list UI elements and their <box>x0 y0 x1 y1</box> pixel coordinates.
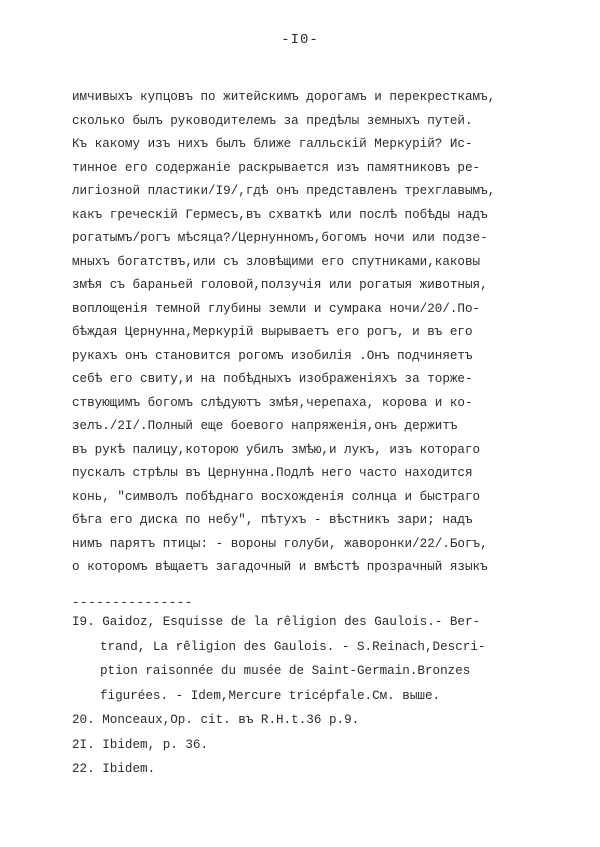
footnote-line: I9. Gaidoz, Esquisse de la rêligion des Gaulois.- Ber- <box>72 615 481 629</box>
body-line: мныхъ богатствъ,или съ зловѣщими его спутниками,каковы <box>72 254 481 269</box>
body-line: нимъ парятъ птицы: - вороны голуби, жаворонки/22/.Богъ, <box>72 536 488 551</box>
footnote-line: trand, La rêligion des Gaulois. - S.Reinach,Descri- <box>100 639 486 654</box>
body-line: о которомъ вѣщаетъ загадочный и вмѣстѣ прозрачный языкъ <box>72 560 488 574</box>
body-line: бѣждая Цернунна,Меркурій вырываетъ его рогъ, и въ его <box>72 325 473 339</box>
body-line: воплощенія темной глубины земли и сумрака ночи/20/.По- <box>72 301 481 316</box>
body-text <box>72 86 540 580</box>
body-line: конь, "символъ побѣднаго восхожденія солнца и быстраго <box>72 489 481 504</box>
body-line: бѣга его диска по небу", пѣтухъ - вѣстникъ зари; надъ <box>72 513 473 527</box>
body-line: ствующимъ богомъ слѣдуютъ змѣя,черепаха, корова и ко- <box>72 395 473 410</box>
body-line: зелъ./2I/.Полный еще боевого напряженія,онъ держитъ <box>72 419 458 433</box>
footnote-line: 20. Monceaux,Op. cit. въ R.H.t.36 p.9. <box>72 713 360 727</box>
body-line: имчивыхъ купцовъ по житейскимъ дорогамъ и перекресткамъ, <box>72 90 496 104</box>
body-line: тинное его содержаніе раскрывается изъ памятниковъ ре- <box>72 160 481 175</box>
footnotes <box>72 610 542 782</box>
footnote-line: ption raisonnée du musée de Saint-Germain.Bronzes <box>100 664 471 678</box>
body-line: въ рукѣ палицу,которою убилъ змѣю,и лукъ, изъ котораго <box>72 442 481 457</box>
footnote-separator: --------------- <box>72 596 193 610</box>
body-line: себѣ его свиту,и на побѣдныхъ изображеніяхъ за торже- <box>72 372 473 386</box>
body-line: какъ греческій Гермесъ,въ схваткѣ или послѣ побѣды надъ <box>72 207 488 222</box>
body-line: рогатымъ/рогъ мѣсяца?/Цернунномъ,богомъ ночи или подзе- <box>72 231 488 245</box>
body-line: Къ какому изъ нихъ былъ ближе галльскій Меркурій? Ис- <box>72 137 473 151</box>
footnote-line: figurées. - Idem,Mercure tricépfale.См. выше. <box>100 688 441 703</box>
page-number: -I0- <box>281 32 319 48</box>
body-line: пускалъ стрѣлы въ Цернунна.Подлѣ него часто находится <box>72 466 473 480</box>
footnote-line: 2I. Ibidem, p. 36. <box>72 737 209 752</box>
footnote-line: 22. Ibidem. <box>72 762 156 776</box>
body-line: сколько былъ руководителемъ за предѣлы земныхъ путей. <box>72 113 473 128</box>
body-line: рукахъ онъ становится рогомъ изобилія .Онъ подчиняетъ <box>72 348 473 363</box>
body-line: лигіозной пластики/I9/,гдѣ онъ представленъ трехглавымъ, <box>72 184 496 198</box>
body-line: змѣя съ бараньей головой,ползучія или рогатыя животныя, <box>72 278 488 292</box>
